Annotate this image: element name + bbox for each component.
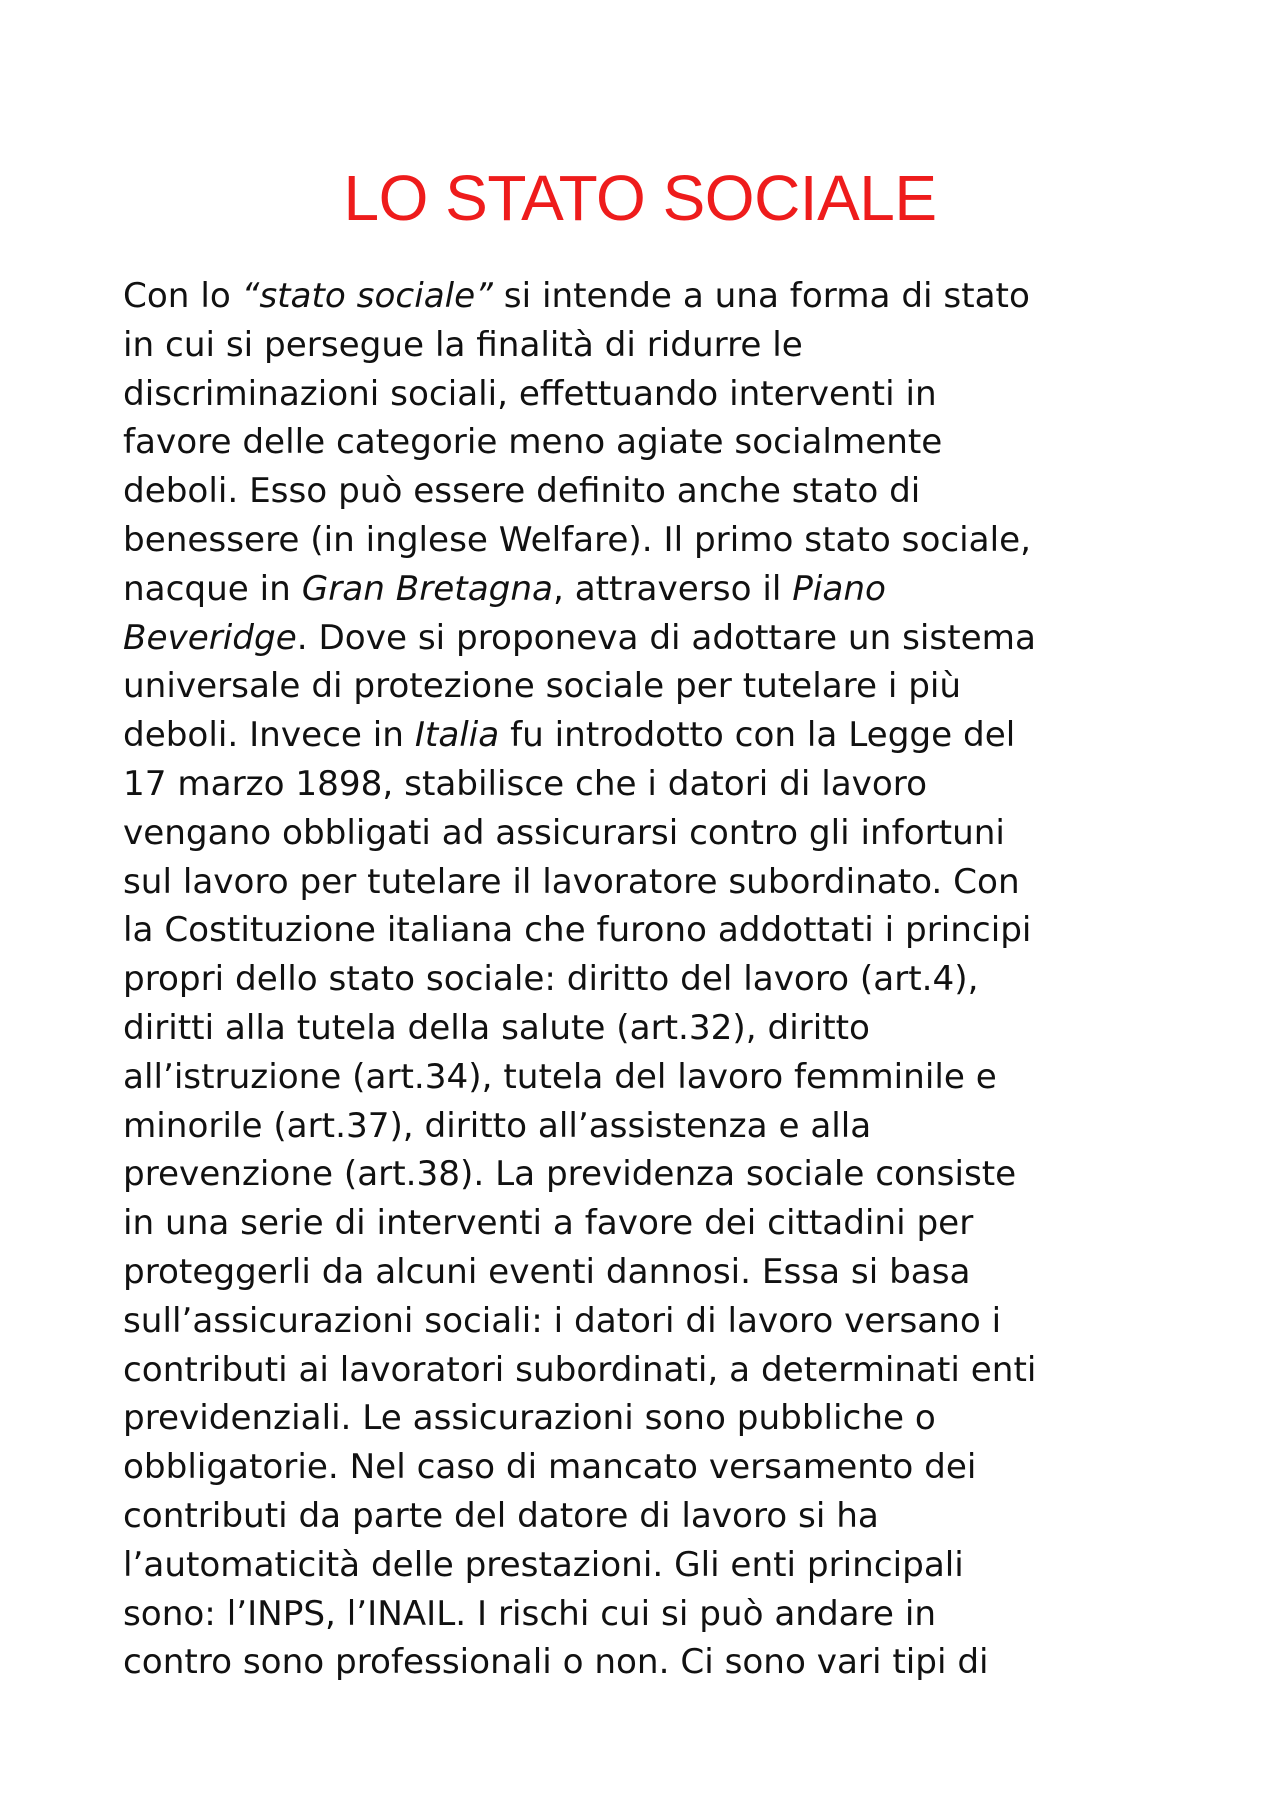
text-segment: 17 marzo 1898, stabilisce che i datori di lavoro	[123, 763, 928, 804]
text-segment: . Dove si proponeva di adottare un sistema	[296, 617, 1036, 658]
text-segment: si intende a una forma di stato	[492, 276, 1030, 316]
paragraph-line	[123, 272, 1183, 321]
paragraph-line	[123, 662, 1183, 711]
paragraph-line	[123, 955, 1183, 1004]
paragraph-line	[123, 370, 1183, 419]
text-segment: previdenziali. Le assicurazioni sono pubbliche o	[123, 1398, 936, 1439]
text-segment: proteggerli da alcuni eventi dannosi. Essa si basa	[123, 1251, 971, 1292]
text-segment: sul lavoro per tutelare il lavoratore subordinato. Con	[123, 861, 1020, 902]
text-segment: la Costituzione italiana che furono addottati i principi	[123, 910, 1032, 951]
italic-text: “stato sociale”	[241, 276, 493, 316]
text-segment: in cui si persegue la finalità di ridurre le	[123, 324, 803, 365]
text-segment: all’istruzione (art.34), tutela del lavoro femminile e	[123, 1056, 997, 1097]
italic-text: Italia	[414, 715, 500, 756]
paragraph-line	[123, 858, 1183, 907]
text-segment: contro sono professionali o non. Ci sono vari tipi di	[123, 1642, 989, 1683]
text-segment: nacque in	[123, 568, 302, 609]
paragraph-line	[123, 1199, 1183, 1248]
text-segment: sono: l’INPS, l’INAIL. I rischi cui si può andare in	[123, 1593, 936, 1634]
paragraph-line	[123, 1346, 1183, 1395]
text-segment: Con lo	[123, 276, 242, 316]
paragraph-line	[123, 565, 1183, 614]
text-segment: prevenzione (art.38). La previdenza sociale consiste	[123, 1154, 1017, 1195]
paragraph-line	[123, 809, 1183, 858]
paragraph-line	[123, 1394, 1183, 1443]
text-segment: propri dello stato sociale: diritto del lavoro (art.4),	[123, 959, 979, 1000]
text-segment: minorile (art.37), diritto all’assistenza e alla	[123, 1105, 872, 1146]
text-segment: discriminazioni sociali, effettuando interventi in	[123, 373, 937, 414]
text-segment: fu introdotto con la Legge del	[499, 715, 1016, 756]
text-segment: universale di protezione sociale per tutelare i più	[123, 666, 962, 707]
paragraph-line	[123, 1004, 1183, 1053]
paragraph-line	[123, 1102, 1183, 1151]
paragraph-line	[123, 418, 1183, 467]
paragraph-line	[123, 906, 1183, 955]
paragraph-line	[123, 1443, 1183, 1492]
text-segment: l’automaticità delle prestazioni. Gli enti principali	[123, 1544, 964, 1585]
text-segment: sull’assicurazioni sociali: i datori di lavoro versano i	[123, 1300, 1002, 1341]
text-segment: vengano obbligati ad assicurarsi contro gli infortuni	[123, 812, 1005, 853]
paragraph-line	[123, 1297, 1183, 1346]
text-segment: contributi da parte del datore di lavoro si ha	[123, 1495, 879, 1536]
paragraph-line	[123, 614, 1183, 663]
text-segment: , attraverso il	[552, 568, 793, 609]
paragraph-line	[123, 1541, 1183, 1590]
paragraph-line	[123, 1248, 1183, 1297]
text-segment: in una serie di interventi a favore dei cittadini per	[123, 1203, 974, 1244]
paragraph-line	[123, 1053, 1183, 1102]
paragraph-line	[123, 711, 1183, 760]
paragraph-line	[123, 321, 1183, 370]
paragraph-line	[123, 760, 1183, 809]
text-segment: contributi ai lavoratori subordinati, a determinati enti	[123, 1349, 1037, 1390]
paragraph-line	[123, 1590, 1183, 1639]
document-body	[123, 272, 1183, 1687]
paragraph-line	[123, 516, 1183, 565]
text-segment: obbligatorie. Nel caso di mancato versamento dei	[123, 1447, 977, 1488]
paragraph-line	[123, 1638, 1183, 1687]
text-segment: deboli. Invece in	[123, 715, 415, 756]
text-segment: diritti alla tutela della salute (art.32), diritto	[123, 1007, 870, 1048]
paragraph-line	[123, 1492, 1183, 1541]
document-title: LO STATO SOCIALE	[343, 162, 937, 234]
text-segment: favore delle categorie meno agiate socialmente	[123, 422, 943, 463]
italic-text: Gran Bretagna	[301, 568, 553, 609]
paragraph-line	[123, 1150, 1183, 1199]
italic-text: Piano	[792, 568, 886, 609]
italic-text: Beveridge	[123, 617, 297, 658]
text-segment: deboli. Esso può essere definito anche stato di	[123, 471, 921, 512]
paragraph-line	[123, 467, 1183, 516]
text-segment: benessere (in inglese Welfare). Il primo stato sociale,	[123, 519, 1032, 560]
